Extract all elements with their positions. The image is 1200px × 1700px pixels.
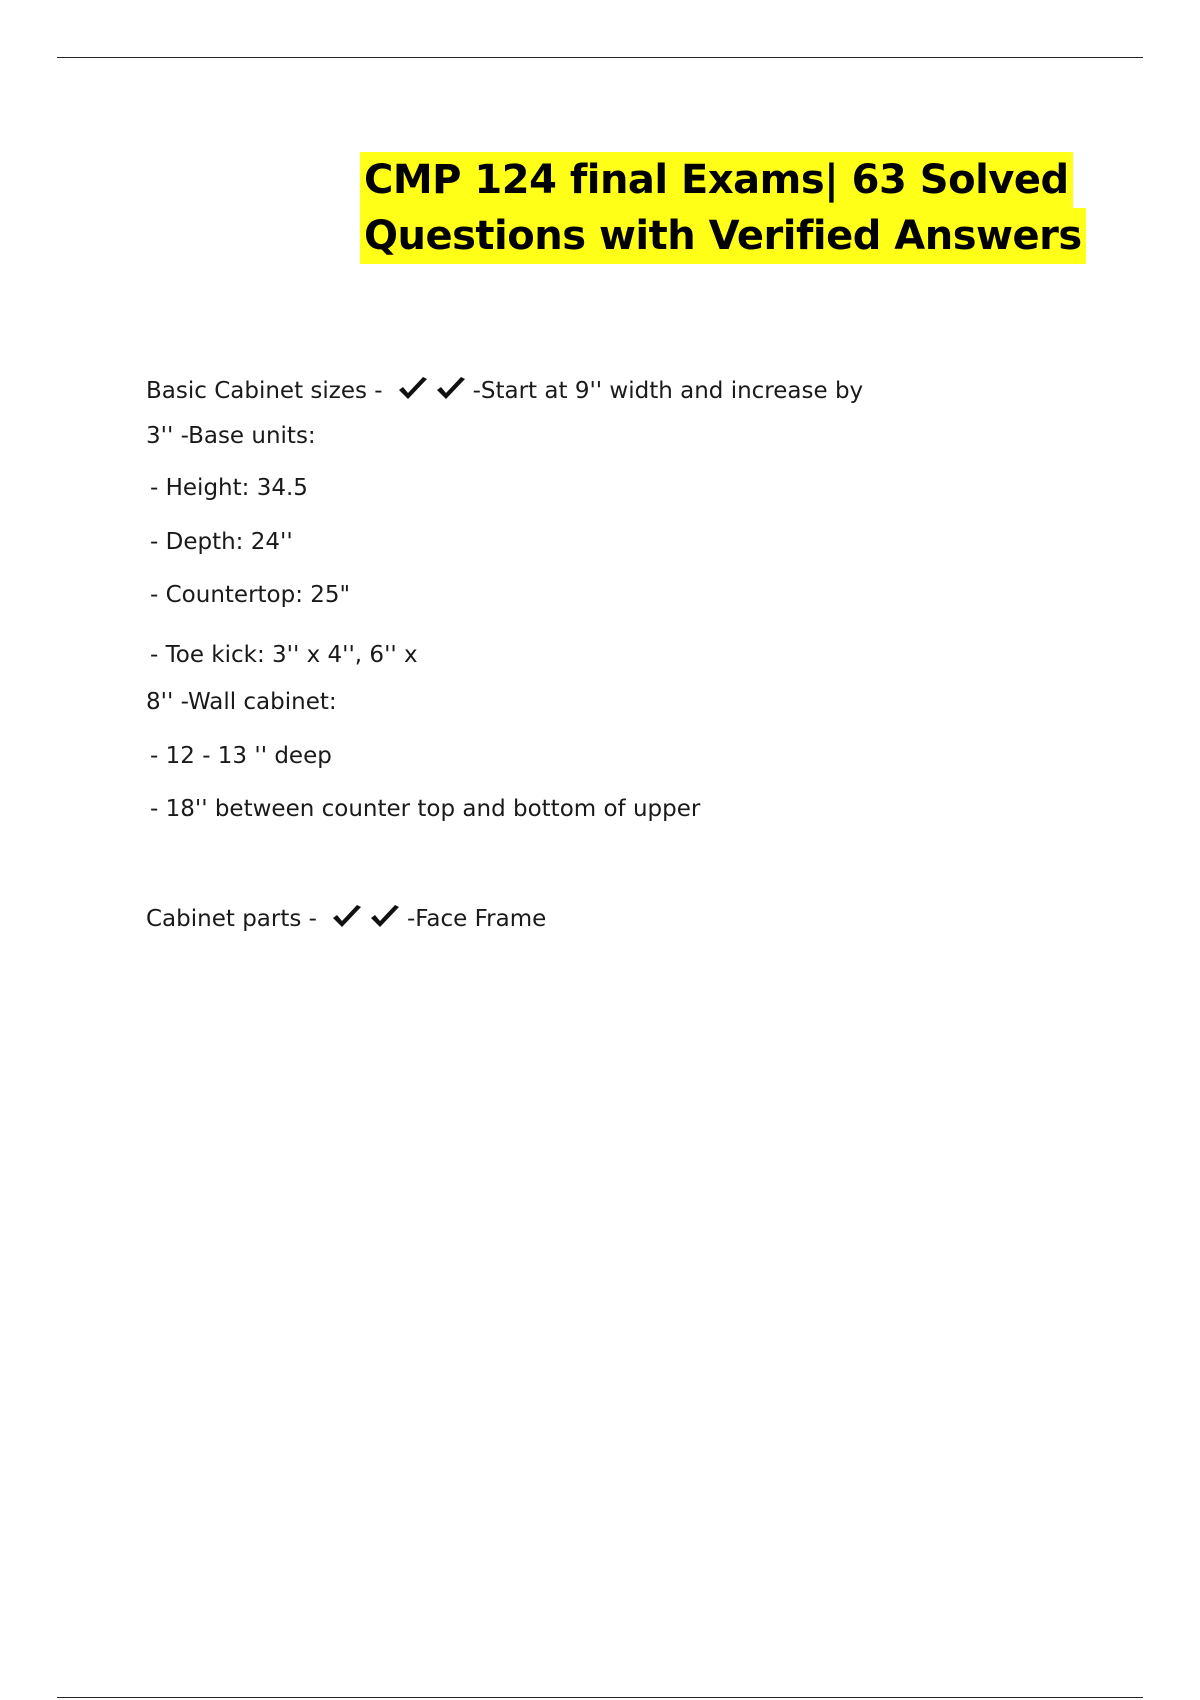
answer-line: 3'' -Base units: [146,423,316,449]
question-1-row [146,376,863,406]
answer-line: 8'' -Wall cabinet: [146,689,337,715]
checkmark-icon [435,376,467,402]
question-1-label: Basic Cabinet sizes - [146,378,383,404]
footer-rule [57,1697,1143,1698]
title-line-1: CMP 124 final Exams| 63 Solved [360,152,1073,208]
answer-line: - Depth: 24'' [150,529,293,555]
checkmark-icon [331,904,363,930]
answer-line: - 12 - 13 '' deep [150,743,332,769]
answer-line: - Height: 34.5 [150,475,308,501]
answer-line: - 18'' between counter top and bottom of upper [150,796,701,822]
answer-line: - Toe kick: 3'' x 4'', 6'' x [150,642,418,668]
header-rule [57,57,1143,58]
checkmark-icon [397,376,429,402]
question-1-answer-lead: -Start at 9'' width and increase by [472,378,864,404]
checkmark-icon [369,904,401,930]
answer-line: - Countertop: 25" [150,582,351,608]
question-2-answer-lead: -Face Frame [406,906,547,932]
title-line-2: Questions with Verified Answers [360,208,1086,264]
question-2-label: Cabinet parts - [146,906,317,932]
question-2-row [146,904,546,934]
document-title [360,152,1082,264]
